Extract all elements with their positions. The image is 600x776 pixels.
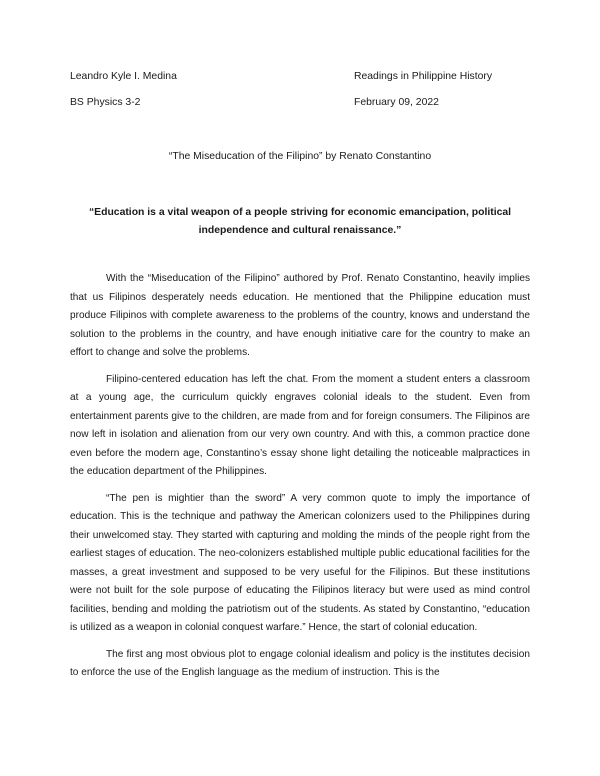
epigraph-quote: “Education is a vital weapon of a people striving for economic emancipation, political independence and cultural renaissance.”	[88, 207, 512, 236]
course-name: Readings in Philippine History	[354, 71, 493, 82]
paragraph-1: With the “Miseducation of the Filipino” authored by Prof. Renato Constantino, heavily implies that us Filipinos desperately needs education. He mentioned that the Philippine education must produce Filipinos with complete awareness to the problems of the country, knows and understand the solution to the problems in the country, and have enough initiative care for the country to make an effort to change and solve the problems.	[70, 273, 530, 358]
paragraph-3: “The pen is mightier than the sword” A very common quote to imply the importance of education. This is the technique and pathway the American colonizers used to the Philippines during their unwelcomed stay. They started with capturing and molding the minds of the people right from the earliest stages of education. The neo-colonizers established multiple public educational facilities for the masses, a great investment and supposed to be very useful for the Filipinos. But these institutions were not built for the sole purpose of educating the Filipinos literacy but were used as mind control facilities, bending and molding the patriotism out of the students. As stated by Constantino, “education is utilized as a weapon in colonial conquest warfare.” Hence, the start of colonial education.	[70, 492, 530, 633]
document-date: February 09, 2022	[354, 97, 439, 108]
paragraph-2: Filipino-centered education has left the chat. From the moment a student enters a classroom at a young age, the curriculum quickly engraves colonial ideals to the student. Even from entertainment parents give to the children, are made from and for foreign consumers. The Filipinos are now left in isolation and alienation from our very own country. And with this, a common practice done even before the modern age, Constantino’s essay shone light detailing the noticeable malpractices in the education department of the Philippines.	[70, 373, 530, 477]
author-name: Leandro Kyle I. Medina	[70, 71, 177, 82]
essay-body	[70, 270, 530, 691]
paragraph-4: The first ang most obvious plot to engage colonial idealism and policy is the institutes decision to enforce the use of the English language as the medium of instruction. This is the	[70, 648, 530, 678]
section-name: BS Physics 3-2	[70, 97, 141, 108]
document-title: “The Miseducation of the Filipino” by Renato Constantino	[168, 151, 432, 162]
